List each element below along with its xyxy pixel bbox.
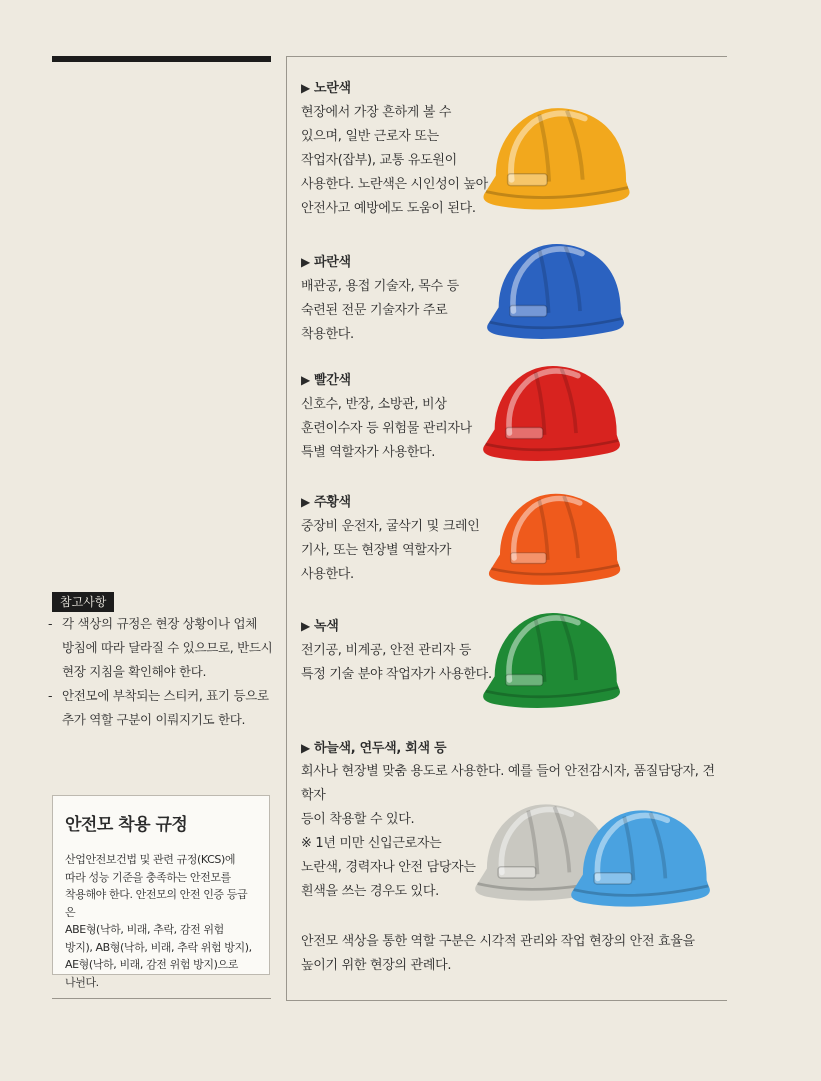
section-body: 현장에서 가장 흔하게 볼 수 있으며, 일반 근로자 또는 작업자(잡부), 교통 유도원이 사용한다. 노란색은 시인성이 높아 안전사고 예방에도 도움이 된다. [301,105,488,216]
special-note: ※ 1년 미만 신입근로자는 노란색, 경력자나 안전 담당자는 흰색을 쓰는 경우도 있다. [301,836,476,899]
helmet-rule-box [52,795,270,989]
section-heading: ▶ 빨간색 [301,368,472,393]
footer-text: 안전모 색상을 통한 역할 구분은 시각적 관리와 작업 현장의 안전 효율을 높이기 위한 현장의 관례다. [301,934,695,973]
notes-badge: 참고사항 [52,592,114,612]
section-heading: ▶ 녹색 [301,614,492,639]
notes-list [48,612,278,732]
rule-box-text: 산업안전보건법 및 관련 규정(KCS)에 따라 성능 기준을 충족하는 안전모를 착용해야 한다. 안전모의 안전 인증 등급은 ABE형(낙하, 비래, 추락, 감전 위험 방지), AB형(낙하, 비래, 추락 위험 방지), AE형(낙하, 비래, 감전 위험 방지)으로 나뉜다. [65,853,252,989]
triangle-icon: ▶ [301,741,310,755]
section-green [301,614,492,687]
section-red [301,368,472,465]
left-bottom-rule [52,998,271,999]
section-heading: ▶ 노란색 [301,76,488,101]
section-heading: ▶ 파란색 [301,250,459,275]
note-item: - 각 색상의 규정은 현장 상황이나 업체 방침에 따라 달라질 수 있으므로, 반드시 현장 지침을 확인해야 한다. [48,616,273,679]
section-heading: ▶ 하늘색, 연두색, 회색 등 [301,736,446,761]
blue-helmet-icon [482,228,630,346]
top-accent-bar [52,56,271,62]
note-item: - 안전모에 부착되는 스티커, 표기 등으로 추가 역할 구분이 이뤄지기도 한다. [48,688,269,727]
yellow-helmet-icon [478,94,636,214]
rule-box-title: 안전모 착용 규정 [65,815,188,835]
triangle-icon: ▶ [301,619,310,633]
section-orange [301,490,480,587]
section-others-body: 회사나 현장별 맞춤 용도로 사용한다. 예를 들어 안전감시자, 품질담당자, 견학자 등이 착용할 수 있다. [301,764,715,827]
section-body: 중장비 운전자, 굴삭기 및 크레인 기사, 또는 현장별 역할자가 사용한다. [301,519,480,582]
triangle-icon: ▶ [301,373,310,387]
section-body: 전기공, 비계공, 안전 관리자 등 특정 기술 분야 작업자가 사용한다. [301,643,492,682]
section-yellow [301,76,488,221]
skyblue-helmet-icon [566,792,716,916]
section-others [301,736,446,761]
green-helmet-icon [478,596,626,716]
red-helmet-icon [478,350,626,468]
triangle-icon: ▶ [301,255,310,269]
section-body: 배관공, 용접 기술자, 목수 등 숙련된 전문 기술자가 주로 착용한다. [301,279,459,342]
section-body: 신호수, 반장, 소방관, 비상 훈련이수자 등 위험물 관리자나 특별 역할자가 사용한다. [301,397,472,460]
orange-helmet-icon [484,476,626,594]
triangle-icon: ▶ [301,495,310,509]
section-heading: ▶ 주황색 [301,490,480,515]
section-blue [301,250,459,347]
triangle-icon: ▶ [301,81,310,95]
